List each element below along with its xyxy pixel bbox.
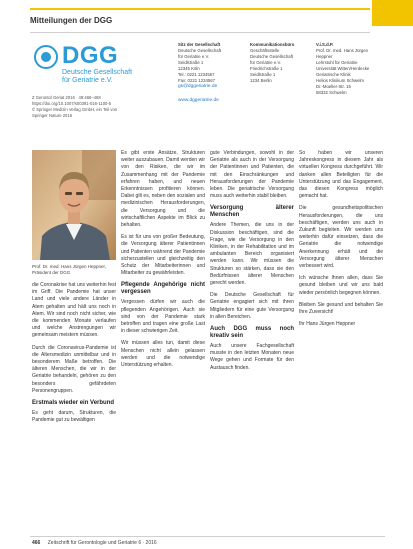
paragraph: Andere Themen, die uns in der Diskussion beschäftigen, sind die Frage, wie die Versorgung in den Kliniken, in der Rehabilitation und im ambulanten Bereich organisiert werden kann. Wir müssen die Strukturen so stärken, dass sie den Bedürfnissen älterer Menschen gerecht werden. [210, 222, 294, 287]
subheading: Versorgung älterer Menschen [210, 205, 294, 219]
logo-subtitle-line-2: für Geriatrie e.V. [62, 77, 113, 84]
paragraph: gute Verbindungen, sowohl in der Geriatrie als auch in der Versorgung der Patientinnen und Patienten, die mit den Einschränkungen und Herausforderungen der Pandemie leben. Die geriatrische Versorgung muss auch weiterhin stabil bleiben. [210, 150, 294, 200]
address-line: Seidlstraße 1 [178, 60, 204, 65]
address-line: Deutsche Gesellschaft [178, 48, 221, 53]
publication-copyright: © Springer Medizin Verlag GmbH, ein Teil von [32, 107, 118, 112]
address-line: Dr.-Moeller-Str. 15 [316, 84, 351, 89]
article-column-3 [210, 150, 294, 377]
address-line: Lehrstuhl für Geriatrie [316, 60, 358, 65]
paragraph: Es gibt erste Ansätze, Strukturen weiter auszubauen. Damit werden wir von den Risiken, die wir im Zusammenhang mit der Pandemie erfahren haben, und neuen Erkenntnissen profitieren können. Dabei gilt es, neben den sozialen und medizinischen Herausforderungen, die Versorgung und die wirtschaftlichen Aspekte im Blick zu behalten. [121, 150, 205, 229]
address-seat [178, 42, 240, 84]
top-accent-tab [372, 0, 413, 26]
dgg-logo-icon [34, 45, 58, 69]
contact-email[interactable]: gs@dggeriatrie.de [178, 84, 218, 89]
header-divider [30, 32, 370, 33]
page-footer [32, 540, 157, 546]
paragraph: Es geht darum, Strukturen, die Pandemie gut zu bewältigen [32, 410, 116, 424]
paragraph: Auch unsere Fachgesellschaft musste in den letzten Monaten neue Wege gehen und Formate für den Austausch finden. [210, 343, 294, 371]
address-line: Seidlstraße 1 [250, 72, 276, 77]
paragraph: Die gesundheitspolitischen Herausforderungen, die uns beschäftigen, werden uns auch in Zukunft begleiten. Wir werden uns weiterhin dafür einsetzen, dass die Geriatrie die notwendige Anerkennung erhält und die Versorgung älterer Menschen verbessert wird. [299, 205, 383, 270]
top-accent-rule [30, 8, 370, 10]
page-number: 466 [32, 540, 41, 546]
paragraph: Vergessen dürfen wir auch die pflegenden Angehörigen. Auch sie sind von der Pandemie stark betroffen und tragen eine große Last in dieser schwierigen Zeit. [121, 299, 205, 335]
address-line: 1234 Berlin [250, 78, 272, 83]
address-line: 12345 Köln [178, 66, 200, 71]
paragraph: Bleiben Sie gesund und behalten Sie Ihre Zuversicht! [299, 301, 383, 316]
subheading: Erstmals wieder ein Verbund [32, 400, 115, 407]
article-column-4 [299, 150, 383, 333]
address-line: Geriatrische Klinik [316, 72, 351, 77]
logo-text: DGG [62, 42, 119, 69]
address-office [250, 42, 312, 84]
address-line: Helios Klinikum Schwelm [316, 78, 364, 83]
address-line: Universität Witten/Herdecke [316, 66, 370, 71]
signature: Ihr Hans Jürgen Heppner [299, 321, 356, 328]
paragraph: Wir müssen alles tun, damit diese Menschen nicht allein gelassen werden und die notwendige Unterstützung erhalten. [121, 340, 205, 369]
paragraph: Die Deutsche Gesellschaft für Geriatrie engagiert sich mit ihren Mitgliedern für eine gute Versorgung in allen Bereichen. [210, 292, 294, 320]
logo-subtitle [62, 69, 132, 85]
section-title: Mitteilungen der DGG [30, 16, 113, 25]
subheading: Pflegende Angehörige nicht vergessen [121, 282, 205, 296]
article-column-2 [121, 150, 205, 374]
address-line: für Geriatrie e.V. [178, 54, 210, 59]
paragraph: Ich wünsche Ihnen allen, dass Sie gesund bleiben und wir uns bald wieder persönlich begegnen können. [299, 275, 383, 296]
address-line: Kommunikationsbüro [250, 42, 295, 47]
address-line: für Geriatrie e.V. [250, 60, 282, 65]
address-line: Tel.: 0221 1234567 [178, 72, 215, 77]
address-responsible [316, 42, 378, 96]
address-line: Friedrichstraße 1 [250, 66, 283, 71]
portrait-illustration [32, 150, 116, 260]
address-line: Fax: 0221 1234567 [178, 78, 216, 83]
paragraph: So haben wir unseren Jahreskongress in diesem Jahr als virtuellen Kongress durchgeführt. Wir danken allen Beteiligten für die Unterstützung und das Engagement, das diesen Kongress möglich gemacht hat. [299, 150, 383, 200]
paragraph: die Coronakrise hat uns weiterhin fest im Griff. Die Pandemie hat unser Land und viele andere Länder in Atem gehalten und hält uns noch in Atem. Wir sind noch nicht sicher, wie die kommenden Monate verlaufen und welche Anstrengungen wir gemeinsam meistern müssen. [32, 282, 116, 339]
address-line: Prof. Dr. med. Hans Jürgen Heppner [316, 48, 369, 59]
address-line: V.i.S.d.P. [316, 42, 334, 47]
paragraph: Es ist für uns von großer Bedeutung, die Versorgung älterer Patientinnen und Patienten während der Pandemie sicherzustellen und gleichzeitig den Schutz der Mitarbeiterinnen und Mitarbeiter zu gewährleisten. [121, 234, 205, 277]
address-line: 58332 Schwelm [316, 90, 347, 95]
article-column-1 [32, 282, 116, 429]
address-line: Geschäftsstelle [250, 48, 280, 53]
publication-publisher: Springer Nature 2016 [32, 113, 73, 118]
publication-doi[interactable]: https://doi.org/10.1007/s00391-016-1100-5 [32, 101, 112, 106]
logo-subtitle-line-1: Deutsche Gesellschaft [62, 69, 133, 76]
publication-info [32, 95, 167, 119]
footer-divider [30, 536, 385, 537]
address-line: Sitz der Gesellschaft [178, 42, 221, 47]
portrait-photo [32, 150, 116, 260]
subheading: Auch DGG muss noch kreativ sein [210, 326, 294, 340]
publication-citation: Z Gerontol Geriat 2016 · 49:466–468 [32, 95, 101, 100]
journal-name: Zeitschrift für Gerontologie und Geriatrie 6 · 2016 [47, 540, 157, 546]
contact-website[interactable]: www.dggeriatrie.de [178, 98, 219, 103]
address-line: Deutsche Gesellschaft [250, 54, 293, 59]
photo-caption: Prof. Dr. med. Hans Jürgen Heppner, Präsident der DGG [32, 264, 107, 275]
paragraph: Durch die Coronavirus-Pandemie ist die Altersmedizin unmittelbar und in besonderem Maße betroffen. Die älteren Menschen, die wir in der Geriatrie behandeln, gehören zu den besonders gefährdeten Personengruppen. [32, 344, 116, 394]
